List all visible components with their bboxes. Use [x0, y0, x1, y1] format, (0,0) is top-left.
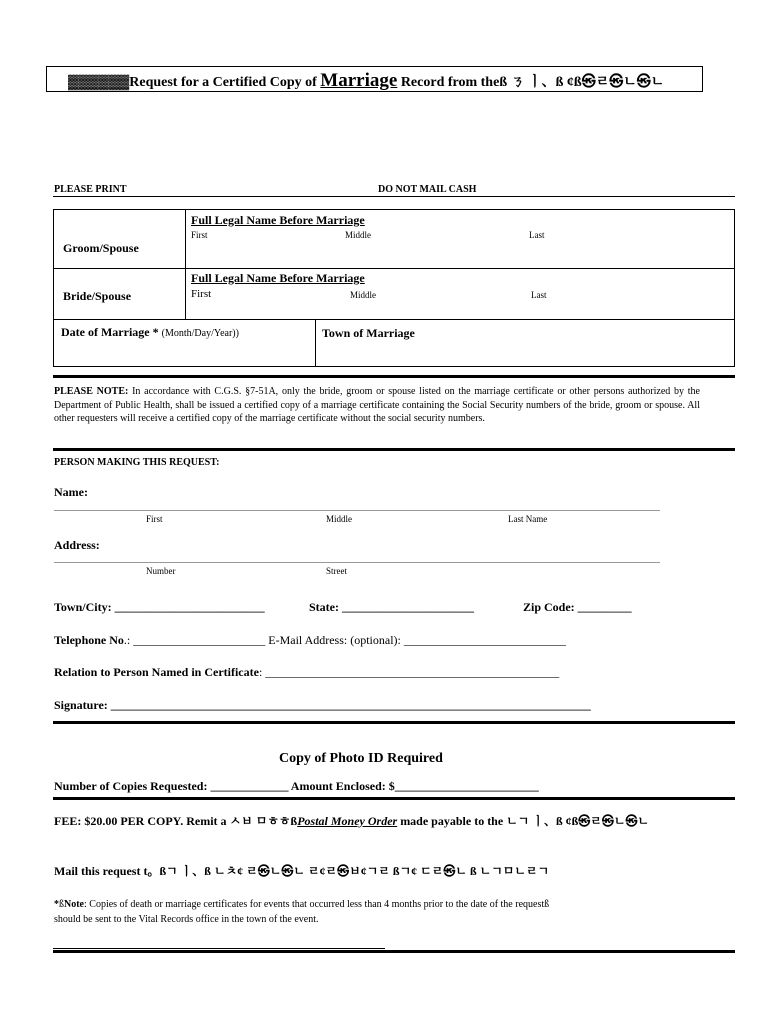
address-number-label: Number	[146, 566, 176, 576]
header-rule	[53, 196, 735, 197]
table-col-divider	[185, 209, 186, 319]
groom-last-label: Last	[529, 230, 545, 240]
note-top-rule	[53, 375, 735, 378]
names-table	[53, 209, 735, 367]
zip-field[interactable]: Zip Code: _________	[523, 600, 632, 614]
table-row-divider	[53, 268, 735, 269]
bride-name-heading: Full Legal Name Before Marriage	[191, 271, 365, 285]
name-first-label: First	[146, 514, 163, 524]
title-after: Record from the	[397, 75, 500, 90]
title-before: Request for a Certified Copy of	[129, 75, 321, 90]
signature-rule	[53, 721, 735, 724]
footnote-short-rule	[53, 948, 385, 949]
requester-heading: PERSON MAKING THIS REQUEST:	[54, 457, 220, 468]
town-of-marriage-label: Town of Marriage	[322, 326, 415, 340]
table-row-divider-2	[53, 319, 735, 320]
town-city-field[interactable]: Town/City: _________________________	[54, 600, 265, 614]
name-last-label: Last Name	[508, 514, 548, 524]
copies-rule	[53, 797, 735, 800]
title-marriage: Marriage	[320, 70, 398, 91]
note-bottom-rule	[53, 448, 735, 451]
please-print-label: PLEASE PRINT	[54, 184, 127, 195]
photo-id-heading: Copy of Photo ID Required	[279, 751, 443, 766]
footnote-text: *ßNote: Copies of death or marriage certificates for events that occurred less than 4 months prior to the date of the requestß should be sent to the Vital Records office in the town of the event.	[54, 899, 550, 925]
name-line[interactable]	[54, 510, 660, 511]
name-middle-label: Middle	[326, 514, 352, 524]
name-label: Name:	[54, 485, 88, 499]
bride-first-label: First	[191, 288, 212, 300]
bride-last-label: Last	[531, 290, 547, 300]
state-field[interactable]: State: ______________________	[309, 600, 474, 614]
title-garbled-prefix: ▓▓▓▓▓▓	[68, 75, 130, 90]
address-line[interactable]	[54, 562, 660, 563]
form-title	[68, 70, 664, 92]
groom-label: Groom/Spouse	[63, 241, 139, 255]
copies-amount-field[interactable]: Number of Copies Requested: _____________ Amount Enclosed: $________________________	[54, 779, 539, 793]
address-label: Address:	[54, 538, 100, 552]
relation-field[interactable]: Relation to Person Named in Certificate: _________________________________________________	[54, 665, 560, 679]
address-street-label: Street	[326, 566, 347, 576]
signature-field[interactable]: Signature: ________________________________________________________________________________	[54, 698, 591, 712]
mail-to-text: Mail this request t。ßㄱ ㅣ、ß ㄴㅊ¢ ㄹ㉿ㄴ㉿ㄴ ㄹ¢ㄹ㉿ㅂ¢ㄱㄹ ßㄱ¢ ㄷㄹ㉿ㄴ ß ㄴㄱㅁㄴㄹㄱ	[54, 864, 550, 878]
do-not-mail-cash-label: DO NOT MAIL CASH	[378, 184, 477, 195]
groom-first-label: First	[191, 230, 208, 240]
telephone-email-field[interactable]: Telephone No.: ______________________ E-Mail Address: (optional): ___________________________	[54, 633, 566, 647]
date-of-marriage-label: Date of Marriage * (Month/Day/Year))	[61, 325, 239, 339]
table-col-divider-2	[315, 319, 316, 367]
bottom-rule	[53, 950, 735, 953]
fee-text: FEE: $20.00 PER COPY. Remit a ㅅㅂ ㅁㅎㅎßPostal Money Order made payable to the ㄴㄱ ㅣ、ß ¢ß㉿ㄹ㉿ㄴ㉿ㄴ	[54, 814, 650, 828]
bride-label: Bride/Spouse	[63, 289, 132, 303]
groom-name-heading: Full Legal Name Before Marriage	[191, 213, 365, 227]
please-note-text: PLEASE NOTE: In accordance with C.G.S. §7-51A, only the bride, groom or spouse listed on the marriage certificate or other persons authorized by the Department of Public Health, shall be issued a certified copy of a marriage certificate containing the Social Security numbers of the bride, groom or spouse. All other requesters will receive a certified copy of the marriage certificate without the social security numbers.	[54, 386, 700, 424]
title-garbled-suffix: ß ㄋ ㅣ、ß ¢ß㉿ㄹ㉿ㄴ㉿ㄴ	[499, 75, 665, 90]
groom-middle-label: Middle	[345, 230, 371, 240]
bride-middle-label: Middle	[350, 290, 376, 300]
